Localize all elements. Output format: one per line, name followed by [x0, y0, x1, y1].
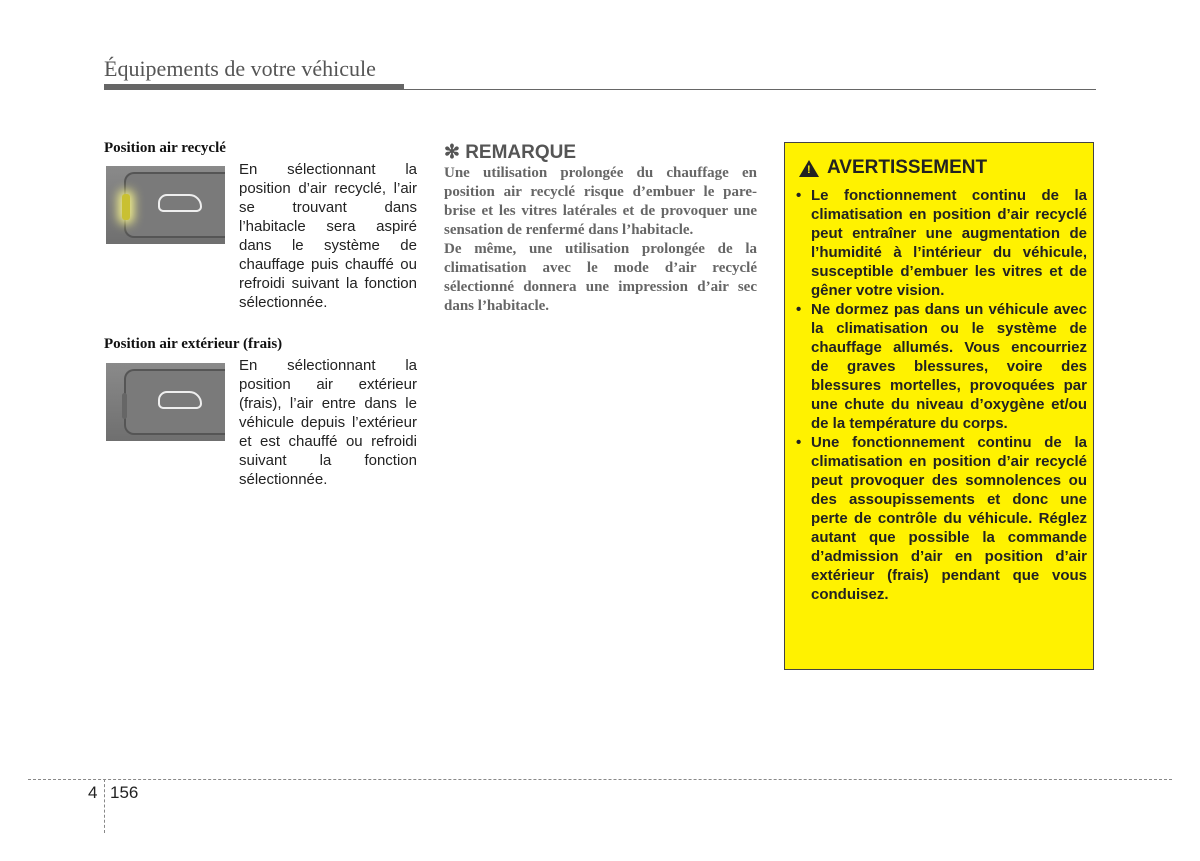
indicator-light-on-icon	[122, 194, 130, 220]
remarque-paragraph: De même, une utilisation prolongée de la climatisation avec le mode d’air recyclé sélectionné donnera une impression d’air sec dans l’habitacle.	[444, 241, 757, 314]
warning-item: • Une fonctionnement continu de la climatisation en position d’air recyclé peut provoquer des somnolences ou des assoupissements et donc une perte de contrôle du véhicule. Réglez autant que possible la commande d’admission d’air en position d’air extérieur (frais) pendant que vous conduisez.	[795, 433, 1087, 604]
fresh-air-text: En sélectionnant la position air extérieur (frais), l’air entre dans le véhicule depuis l’extérieur et est chauffé ou refroidi suivant la fonction sélectionnée.	[239, 357, 417, 488]
header-bar	[104, 84, 404, 90]
warning-box	[784, 142, 1094, 670]
header-rule	[404, 89, 1096, 90]
recirculation-text: En sélectionnant la position d’air recyclé, l’air se trouvant dans l’habitacle sera aspiré dans le système de chauffage puis chauffé ou refroidi suivant la fonction sélectionnée.	[239, 161, 417, 311]
footer-divider	[104, 779, 105, 833]
remarque-paragraph: Une utilisation prolongée du chauffage en position air recyclé risque d’embuer le pare-brise et les vitres latérales et de provoquer une sensation de renfermé dans l’habitacle.	[444, 165, 757, 238]
page-number: 156	[110, 783, 139, 802]
remarque-body	[444, 164, 757, 316]
indicator-light-off-icon	[122, 393, 127, 419]
section-heading-fresh-air: Position air extérieur (frais)	[104, 336, 283, 352]
page-title: Équipements de votre véhicule	[104, 56, 376, 81]
remarque-heading: ✻ REMARQUE	[444, 142, 577, 163]
warning-item: • Le fonctionnement continu de la climatisation en position d’air recyclé peut entraîner une augmentation de l’humidité à l’intérieur du véhicule, susceptible d’embuer les vitres et de gêner votre vision.	[795, 186, 1087, 300]
warning-item: • Ne dormez pas dans un véhicule avec la climatisation ou le système de chauffage allumés. Vous encourriez de graves blessures, voire des blessures mortelles, provoquées par une chute du niveau d’oxygène et/ou de la température du corps.	[795, 300, 1087, 433]
recirculation-button-image	[106, 166, 225, 244]
warning-heading: AVERTISSEMENT	[827, 157, 988, 178]
footer-rule	[28, 779, 1172, 780]
chapter-number: 4	[88, 783, 98, 802]
car-recirculation-icon	[158, 194, 202, 212]
section-heading-recirculation: Position air recyclé	[104, 140, 226, 156]
fresh-air-button-image	[106, 363, 225, 441]
car-recirculation-icon	[158, 391, 202, 409]
warning-triangle-icon: !	[799, 160, 819, 177]
